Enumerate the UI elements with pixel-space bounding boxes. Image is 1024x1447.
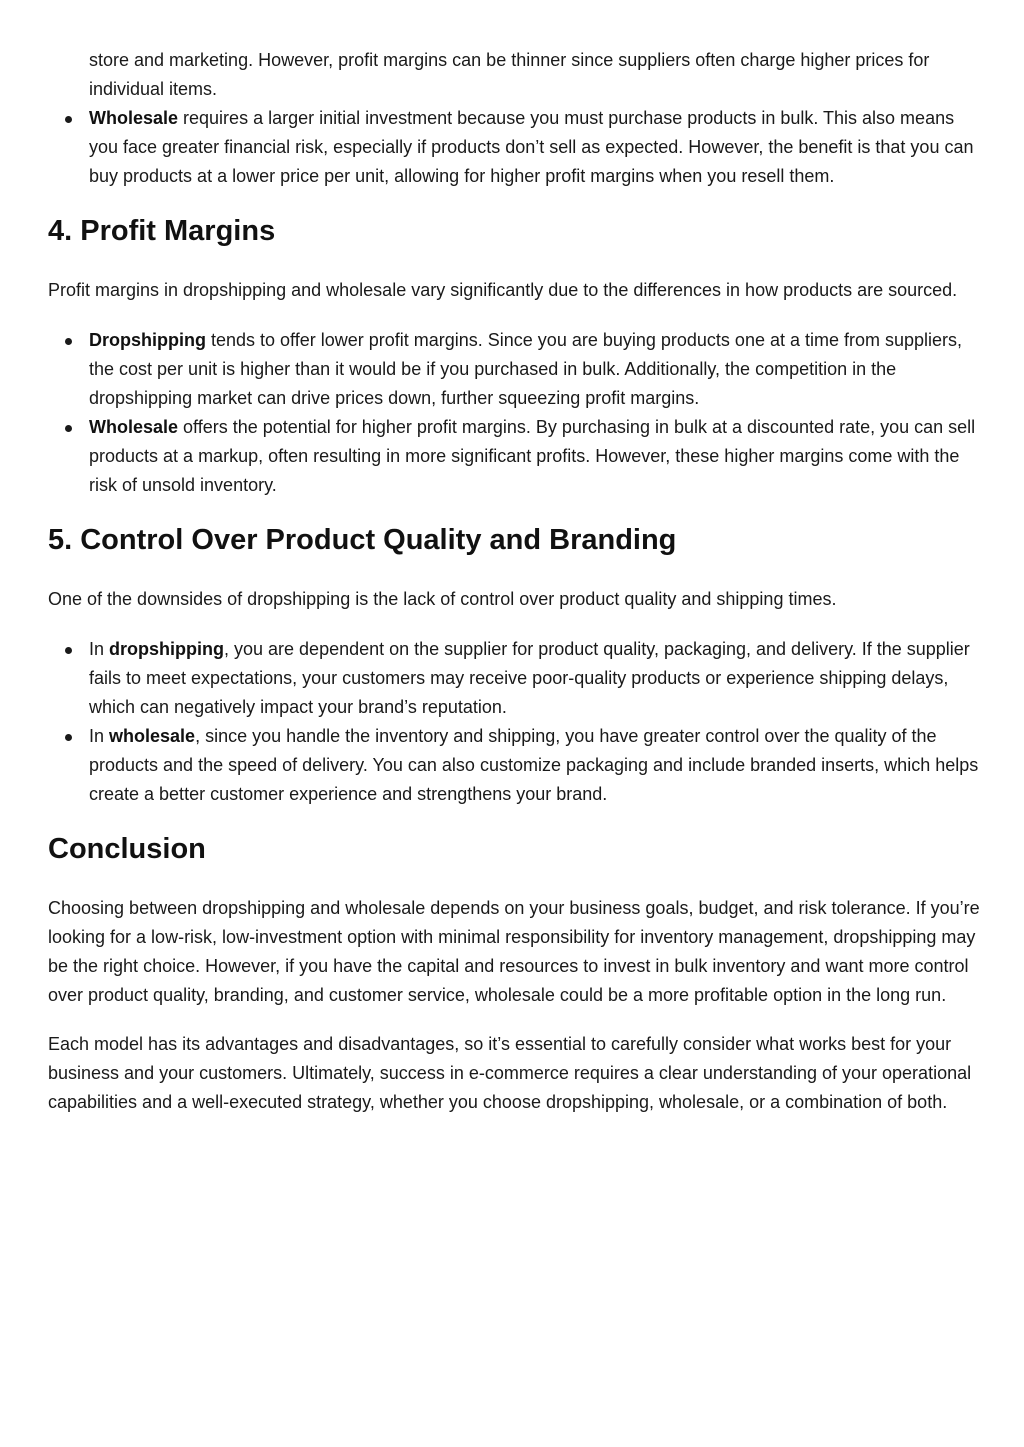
list-item-text: store and marketing. However, profit margins can be thinner since suppliers often charge higher prices for individual items. xyxy=(89,50,930,99)
list-item-dropshipping-margins xyxy=(48,326,980,413)
article-body xyxy=(48,46,980,1117)
conclusion-paragraph-1: Choosing between dropshipping and wholesale depends on your business goals, budget, and risk tolerance. If you’re looking for a low-risk, low-investment option with minimal responsibility for inventory management, dropshipping may be the right choice. However, if you have the capital and resources to invest in bulk inventory and want more control over product quality, branding, and customer service, wholesale could be a more profitable option in the long run. xyxy=(48,898,980,1005)
list-item-bold-term: Wholesale xyxy=(89,108,179,128)
bullet-icon xyxy=(65,116,72,123)
bullet-icon xyxy=(65,338,72,345)
bullet-icon xyxy=(65,425,72,432)
section-paragraph-control-quality: One of the downsides of dropshipping is the lack of control over product quality and shipping times. xyxy=(48,589,837,609)
list-item-bold-term: Dropshipping xyxy=(89,330,206,350)
section-heading-control-quality: 5. Control Over Product Quality and Branding xyxy=(48,524,677,556)
bullet-icon xyxy=(65,647,72,654)
section-paragraph-profit-margins: Profit margins in dropshipping and wholesale vary significantly due to the differences in how products are sourced. xyxy=(48,280,958,300)
intro-bullet-list xyxy=(48,46,980,191)
section-heading-conclusion: Conclusion xyxy=(48,833,206,865)
bullet-icon xyxy=(65,734,72,741)
control-quality-bullet-list xyxy=(48,635,980,809)
list-item-dropshipping-control xyxy=(48,635,980,722)
list-item-text: requires a larger initial investment because you must purchase products in bulk. This also means you face greater financial risk, especially if products don’t sell as expected. However, the benefit is that you can buy products at a lower price per unit, allowing for higher profit margins when you resell them. xyxy=(89,108,974,186)
list-item-bold-term: Wholesale xyxy=(89,417,179,437)
profit-margins-bullet-list xyxy=(48,326,980,500)
list-item-continued xyxy=(48,46,980,104)
list-item-prefix: In xyxy=(89,726,110,746)
list-item-bold-term: dropshipping xyxy=(109,639,224,659)
conclusion-paragraph-2: Each model has its advantages and disadvantages, so it’s essential to carefully consider what works best for your business and your customers. Ultimately, success in e-commerce requires a clear understanding of your operational capabilities and a well-executed strategy, whether you choose dropshipping, wholesale, or a combination of both. xyxy=(48,1034,972,1112)
section-heading-profit-margins: 4. Profit Margins xyxy=(48,215,276,247)
list-item-bold-term: wholesale xyxy=(109,726,196,746)
list-item-text: , you are dependent on the supplier for product quality, packaging, and delivery. If the supplier fails to meet expectations, your customers may receive poor-quality products or experience shipping delays, which can negatively impact your brand’s reputation. xyxy=(89,639,970,717)
list-item-wholesale-investment xyxy=(48,104,980,191)
list-item-wholesale-control xyxy=(48,722,980,809)
list-item-text: offers the potential for higher profit margins. By purchasing in bulk at a discounted rate, you can sell products at a markup, often resulting in more significant profits. However, these higher margins come with the risk of unsold inventory. xyxy=(89,417,976,495)
list-item-wholesale-margins xyxy=(48,413,980,500)
list-item-text: tends to offer lower profit margins. Since you are buying products one at a time from suppliers, the cost per unit is higher than it would be if you purchased in bulk. Additionally, the competition in the dropshipping market can drive prices down, further squeezing profit margins. xyxy=(89,330,963,408)
list-item-prefix: In xyxy=(89,639,110,659)
list-item-text: , since you handle the inventory and shipping, you have greater control over the quality of the products and the speed of delivery. You can also customize packaging and include branded inserts, which helps create a better customer experience and strengthens your brand. xyxy=(89,726,979,804)
